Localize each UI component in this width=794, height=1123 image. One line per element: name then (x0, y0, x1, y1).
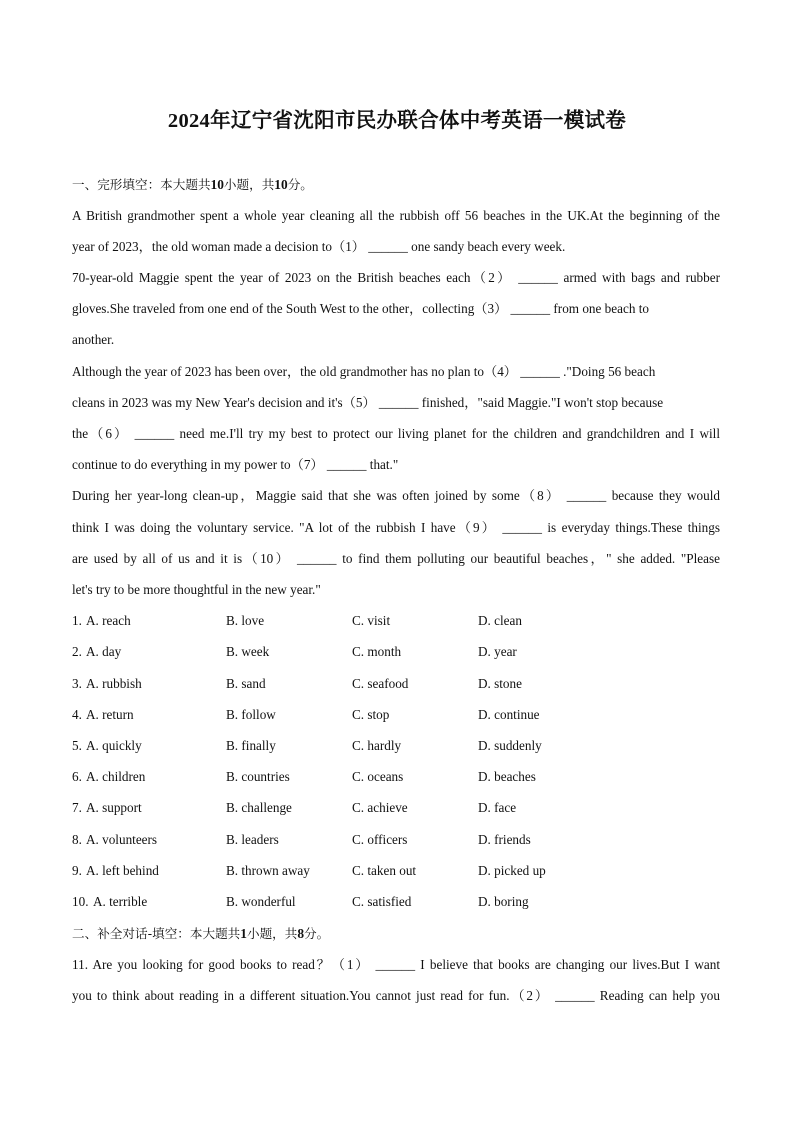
section-pre: 二、补全对话-填空：本大题共 (72, 926, 241, 941)
passage-line: During her year-long clean-up，Maggie said that she was often joined by some（8） ______ because they would (72, 488, 720, 503)
question-number: 9. (72, 863, 82, 878)
option-a[interactable]: A. children (86, 769, 146, 784)
option-a[interactable]: A. rubbish (86, 676, 142, 691)
question-number: 7. (72, 800, 82, 815)
option-d[interactable]: D. beaches (478, 769, 536, 784)
option-b[interactable]: B. challenge (226, 800, 292, 815)
option-c[interactable]: C. visit (352, 613, 391, 628)
option-a[interactable]: A. volunteers (86, 832, 158, 847)
option-b[interactable]: B. countries (226, 769, 290, 784)
option-a[interactable]: A. quickly (86, 738, 142, 753)
option-c[interactable]: C. oceans (352, 769, 404, 784)
option-c[interactable]: C. satisfied (352, 894, 412, 909)
page-title: 2024年辽宁省沈阳市民办联合体中考英语一模试卷 (167, 110, 627, 132)
passage-line: are used by all of us and it is（10） ______ to find them polluting our beautiful beaches，" she added. "Please (72, 551, 720, 566)
question-11-line: 11. Are you looking for good books to read？（1） ______ I believe that books are changing our lives.But I want (72, 957, 720, 972)
option-c[interactable]: C. officers (352, 832, 408, 847)
section-heading-dialogue (72, 925, 329, 943)
section-mid: 小题，共 (223, 177, 275, 192)
section-mid: 小题，共 (246, 926, 298, 941)
section-score: 10 (274, 177, 288, 192)
option-d[interactable]: D. boring (478, 894, 529, 909)
option-b[interactable]: B. week (226, 644, 270, 659)
option-a[interactable]: A. return (86, 707, 134, 722)
section-post: 分。 (304, 926, 330, 941)
option-b[interactable]: B. sand (226, 676, 266, 691)
option-d[interactable]: D. year (478, 644, 517, 659)
passage-line: Although the year of 2023 has been over，the old grandmother has no plan to（4） ______ ."Doing 56 beach (72, 364, 656, 379)
question-number: 3. (72, 676, 82, 691)
option-d[interactable]: D. clean (478, 613, 522, 628)
option-b[interactable]: B. finally (226, 738, 276, 753)
option-a[interactable]: A. terrible (93, 894, 148, 909)
option-b[interactable]: B. thrown away (226, 863, 310, 878)
question-number: 10. (72, 894, 89, 909)
question-11-line: you to think about reading in a different situation.You cannot just read for fun.（2） ______ Reading can help you (72, 988, 720, 1003)
option-d[interactable]: D. face (478, 800, 517, 815)
option-d[interactable]: D. suddenly (478, 738, 542, 753)
passage-line: year of 2023，the old woman made a decision to（1） ______ one sandy beach every week. (72, 239, 566, 254)
option-a[interactable]: A. day (86, 644, 122, 659)
section-question-count: 1 (240, 926, 247, 941)
option-d[interactable]: D. stone (478, 676, 522, 691)
passage-line: A British grandmother spent a whole year cleaning all the rubbish off 56 beaches in the UK.At the beginning of the (72, 208, 720, 223)
option-a[interactable]: A. reach (86, 613, 131, 628)
option-a[interactable]: A. support (86, 800, 142, 815)
question-number: 1. (72, 613, 82, 628)
question-number: 6. (72, 769, 82, 784)
option-c[interactable]: C. seafood (352, 676, 409, 691)
option-d[interactable]: D. picked up (478, 863, 546, 878)
passage-line: cleans in 2023 was my New Year's decision and it's（5） ______ finished，"said Maggie."I won't stop because (72, 395, 664, 410)
passage-line: another. (72, 332, 115, 347)
question-number: 4. (72, 707, 82, 722)
passage-line: continue to do everything in my power to（7） ______ that." (72, 457, 399, 472)
option-a[interactable]: A. left behind (86, 863, 159, 878)
question-number: 5. (72, 738, 82, 753)
option-b[interactable]: B. follow (226, 707, 276, 722)
section-post: 分。 (287, 177, 313, 192)
passage-line: 70-year-old Maggie spent the year of 2023 on the British beaches each（2） ______ armed with bags and rubber (72, 270, 720, 285)
option-d[interactable]: D. friends (478, 832, 531, 847)
option-c[interactable]: C. hardly (352, 738, 402, 753)
passage-line: think I was doing the voluntary service. "A lot of the rubbish I have（9） ______ is everyday things.These things (72, 520, 720, 535)
option-c[interactable]: C. month (352, 644, 402, 659)
section-score: 8 (297, 926, 305, 941)
question-number: 2. (72, 644, 82, 659)
section-heading-cloze (72, 176, 313, 194)
section-pre: 一、完形填空：本大题共 (72, 177, 211, 192)
passage-line: gloves.She traveled from one end of the South West to the other，collecting（3） ______ from one beach to (72, 301, 649, 316)
option-b[interactable]: B. wonderful (226, 894, 296, 909)
option-b[interactable]: B. love (226, 613, 265, 628)
option-c[interactable]: C. stop (352, 707, 390, 722)
option-c[interactable]: C. taken out (352, 863, 417, 878)
section-question-count: 10 (210, 177, 224, 192)
question-number: 8. (72, 832, 82, 847)
option-b[interactable]: B. leaders (226, 832, 279, 847)
option-d[interactable]: D. continue (478, 707, 540, 722)
option-c[interactable]: C. achieve (352, 800, 408, 815)
passage-line: the（6） ______ need me.I'll try my best to protect our living planet for the children and grandchildren and I will (72, 426, 720, 441)
passage-line: let's try to be more thoughtful in the new year." (72, 582, 321, 597)
